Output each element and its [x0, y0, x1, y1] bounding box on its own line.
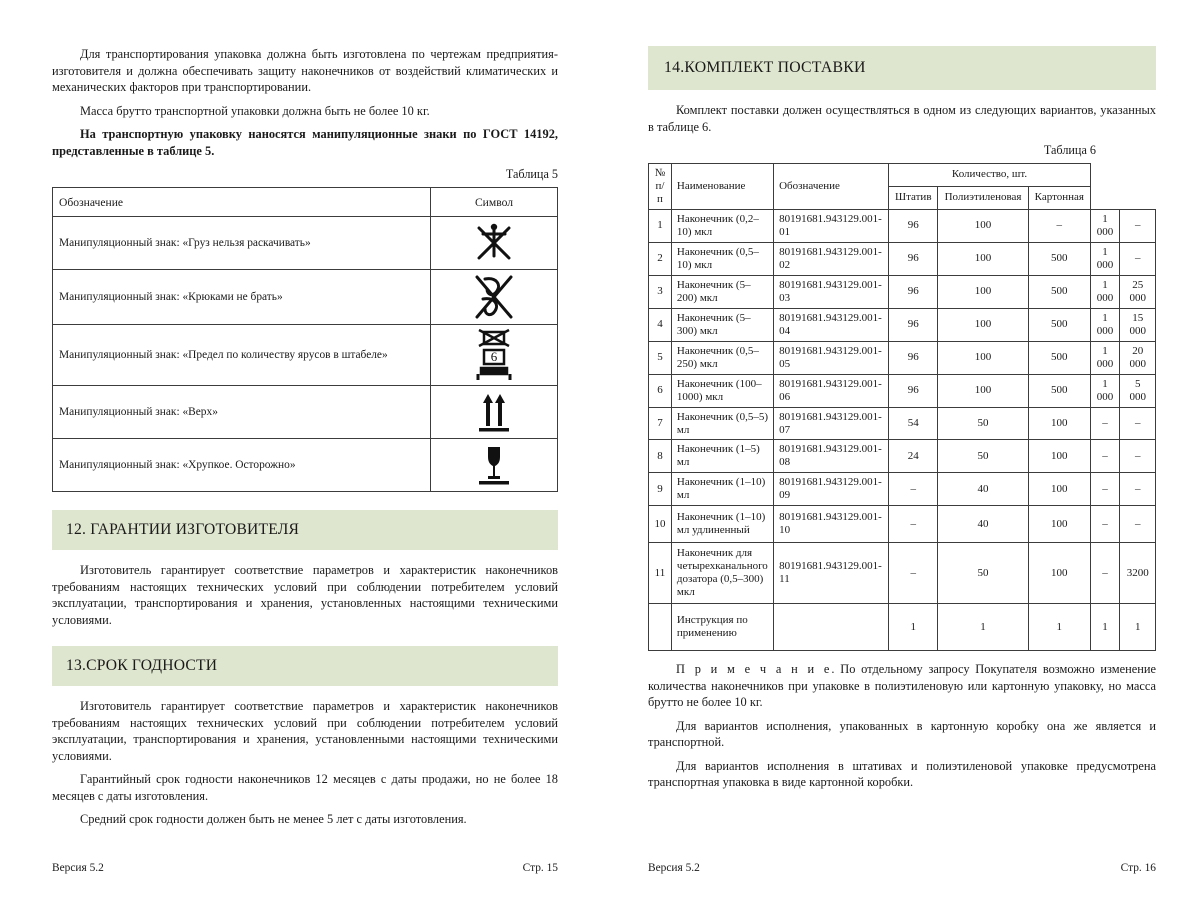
cell-qty-poly-b: 100 [1029, 543, 1091, 604]
cell-qty-rack: – [889, 506, 938, 543]
cell-qty-poly-c: – [1090, 473, 1120, 506]
footer-page-number: Стр. 15 [522, 862, 558, 874]
cell-qty-poly-c: – [1090, 440, 1120, 473]
cell-qty-poly-a: 1 [938, 604, 1029, 651]
cell-num: 11 [649, 543, 672, 604]
cell-name: Инструкция по применению [671, 604, 773, 651]
table6-header-rack: Штатив [889, 186, 938, 209]
table6-header-name: Наименование [671, 164, 773, 210]
cell-qty-cardboard: 5 000 [1120, 374, 1156, 407]
cell-name: Наконечник (0,5–250) мкл [671, 341, 773, 374]
cell-name: Наконечник (1–10) мл [671, 473, 773, 506]
cell-qty-rack: 96 [889, 341, 938, 374]
cell-qty-poly-c: 1 000 [1090, 308, 1120, 341]
cell-qty-rack: – [889, 473, 938, 506]
table6-header-num-label: № п/п [654, 167, 666, 205]
cell-qty-rack: 96 [889, 374, 938, 407]
table6-header-cardboard: Картонная [1029, 186, 1091, 209]
cell-qty-poly-c: – [1090, 506, 1120, 543]
table-row [53, 217, 558, 270]
cell-designation: 80191681.943129.001-10 [774, 506, 889, 543]
cell-qty-poly-a: 50 [938, 440, 1029, 473]
cell-num: 7 [649, 407, 672, 440]
paragraph-transport-packaging: Для транспортирования упаковка должна быть изготовлена по чертежам предприятия-изготовителя и должна обеспечивать защиту наконечников от воздействий климатических и механических факторов при транспортировании. [52, 47, 558, 94]
table-row [649, 407, 1156, 440]
table-row [649, 275, 1156, 308]
cell-qty-poly-c: 1 000 [1090, 209, 1120, 242]
cell-qty-poly-c: 1 000 [1090, 341, 1120, 374]
table-row [649, 374, 1156, 407]
table-row [649, 604, 1156, 651]
cell-qty-poly-b: 500 [1029, 374, 1091, 407]
paragraph-shelf-life-3: Средний срок годности должен быть не менее 5 лет с даты изготовления. [80, 812, 467, 826]
cell-name: Наконечник (0,5–5) мл [671, 407, 773, 440]
table-row [649, 543, 1156, 604]
cell-num: 9 [649, 473, 672, 506]
cell-name: Наконечник (5–200) мкл [671, 275, 773, 308]
cell-name: Наконечник (1–10) мл удлиненный [671, 506, 773, 543]
table6-header-polyethylene: Полиэтиленовая [938, 186, 1029, 209]
table-row [53, 325, 558, 386]
cell-qty-cardboard: 25 000 [1120, 275, 1156, 308]
cell-qty-poly-a: 40 [938, 506, 1029, 543]
table-row [649, 242, 1156, 275]
cell-qty-poly-a: 100 [938, 341, 1029, 374]
cell-name: Наконечник (1–5) мл [671, 440, 773, 473]
table6-header-designation: Обозначение [774, 164, 889, 210]
paragraph-manufacturer-warranty: Изготовитель гарантирует соответствие параметров и характеристик наконечников требованиям настоящих технических условий при соблюдении потребителем условий эксплуатации, транспортирования и хранения, установленных настоящими техническими условиями. [52, 563, 558, 627]
cell-qty-poly-a: 50 [938, 543, 1029, 604]
table-row [649, 341, 1156, 374]
cell-qty-poly-b: 500 [1029, 341, 1091, 374]
cell-qty-cardboard: – [1120, 407, 1156, 440]
cell-designation: 80191681.943129.001-04 [774, 308, 889, 341]
cell-designation: 80191681.943129.001-02 [774, 242, 889, 275]
cell-name: Наконечник (100–1000) мкл [671, 374, 773, 407]
paragraph-cardboard-transport: Для вариантов исполнения, упакованных в картонную коробку она же является и транспортной. [648, 718, 1156, 750]
cell-qty-poly-a: 100 [938, 242, 1029, 275]
table6-note [648, 661, 1156, 711]
cell-qty-poly-c: 1 [1090, 604, 1120, 651]
page-footer-left [0, 862, 600, 874]
cell-name: Наконечник (0,2–10) мкл [671, 209, 773, 242]
cell-num: 3 [649, 275, 672, 308]
table-header-row [53, 188, 558, 217]
table-row [53, 270, 558, 325]
page-right [600, 0, 1200, 900]
cell-qty-rack: 54 [889, 407, 938, 440]
table5-cell-description: Манипуляционный знак: «Груз нельзя раскачивать» [53, 217, 431, 270]
table5-caption: Таблица 5 [505, 167, 558, 181]
cell-qty-cardboard: – [1120, 506, 1156, 543]
table5-header-designation: Обозначение [53, 188, 431, 217]
table-row [649, 440, 1156, 473]
cell-num: 8 [649, 440, 672, 473]
table6-header-num [649, 164, 672, 210]
cell-qty-cardboard: 15 000 [1120, 308, 1156, 341]
note-label: П р и м е ч а н и е [676, 662, 832, 677]
cell-qty-rack: 96 [889, 242, 938, 275]
table5-cell-description: Манипуляционный знак: «Крюками не брать» [53, 270, 431, 325]
cell-qty-poly-c: 1 000 [1090, 374, 1120, 407]
section-heading-14: 14.КОМПЛЕКТ ПОСТАВКИ [648, 46, 1156, 90]
cell-designation: 80191681.943129.001-03 [774, 275, 889, 308]
cell-qty-poly-b: 100 [1029, 506, 1091, 543]
cell-designation: 80191681.943129.001-06 [774, 374, 889, 407]
no-rocking-icon [431, 217, 558, 270]
cell-qty-poly-b: 500 [1029, 308, 1091, 341]
footer-version: Версия 5.2 [52, 862, 104, 874]
fragile-icon [431, 439, 558, 492]
cell-qty-poly-b: 1 [1029, 604, 1091, 651]
cell-num: 4 [649, 308, 672, 341]
table-header-row [649, 164, 1156, 187]
this-way-up-icon [431, 386, 558, 439]
no-hooks-icon [431, 270, 558, 325]
table5-cell-description: Манипуляционный знак: «Верх» [53, 386, 431, 439]
table6-caption: Таблица 6 [1043, 143, 1096, 157]
cell-qty-poly-b: – [1029, 209, 1091, 242]
cell-designation [774, 604, 889, 651]
cell-designation: 80191681.943129.001-01 [774, 209, 889, 242]
table-row [649, 473, 1156, 506]
section-heading-12: 12. ГАРАНТИИ ИЗГОТОВИТЕЛЯ [52, 510, 558, 550]
footer-page-number: Стр. 16 [1120, 862, 1156, 874]
cell-num [649, 604, 672, 651]
table-row [53, 439, 558, 492]
cell-designation: 80191681.943129.001-08 [774, 440, 889, 473]
section-heading-13: 13.СРОК ГОДНОСТИ [52, 646, 558, 686]
table5-cell-description: Манипуляционный знак: «Хрупкое. Осторожно» [53, 439, 431, 492]
cell-qty-poly-a: 100 [938, 275, 1029, 308]
cell-qty-poly-b: 100 [1029, 407, 1091, 440]
paragraph-gross-mass: Масса брутто транспортной упаковки должна быть не более 10 кг. [80, 103, 430, 118]
cell-qty-rack: 24 [889, 440, 938, 473]
table-row [649, 308, 1156, 341]
cell-qty-poly-a: 100 [938, 308, 1029, 341]
cell-qty-poly-c: – [1090, 407, 1120, 440]
cell-designation: 80191681.943129.001-09 [774, 473, 889, 506]
cell-qty-cardboard: – [1120, 440, 1156, 473]
cell-qty-poly-a: 40 [938, 473, 1029, 506]
cell-qty-poly-b: 500 [1029, 275, 1091, 308]
page-footer-right [600, 862, 1200, 874]
paragraph-handling-marks: На транспортную упаковку наносятся манипуляционные знаки по ГОСТ 14192, представленные в таблице 5. [52, 127, 558, 158]
paragraph-shelf-life-2: Гарантийный срок годности наконечников 12 месяцев с даты продажи, но не более 18 месяцев с даты изготовления. [52, 772, 558, 803]
cell-qty-poly-b: 500 [1029, 242, 1091, 275]
cell-num: 2 [649, 242, 672, 275]
cell-designation: 80191681.943129.001-05 [774, 341, 889, 374]
cell-qty-cardboard: 1 [1120, 604, 1156, 651]
cell-num: 6 [649, 374, 672, 407]
footer-version: Версия 5.2 [648, 862, 700, 874]
table5-header-symbol: Символ [431, 188, 558, 217]
cell-name: Наконечник (5–300) мкл [671, 308, 773, 341]
table-row [649, 506, 1156, 543]
cell-name: Наконечник (0,5–10) мкл [671, 242, 773, 275]
cell-qty-poly-a: 50 [938, 407, 1029, 440]
cell-qty-cardboard: – [1120, 473, 1156, 506]
cell-qty-cardboard: – [1120, 242, 1156, 275]
table-row [649, 209, 1156, 242]
cell-qty-poly-b: 100 [1029, 440, 1091, 473]
cell-qty-rack: 96 [889, 275, 938, 308]
cell-qty-rack: 96 [889, 308, 938, 341]
cell-num: 1 [649, 209, 672, 242]
cell-qty-cardboard: – [1120, 209, 1156, 242]
cell-qty-poly-a: 100 [938, 374, 1029, 407]
cell-name: Наконечник для четырехканального дозатора (0,5–300) мкл [671, 543, 773, 604]
table5-cell-description: Манипуляционный знак: «Предел по количеству ярусов в штабеле» [53, 325, 431, 386]
paragraph-delivery-set-intro: Комплект поставки должен осуществляться в одном из следующих вариантов, указанных в таблице 6. [648, 103, 1156, 134]
cell-qty-poly-b: 100 [1029, 473, 1091, 506]
table-handling-marks [52, 187, 558, 492]
cell-qty-cardboard: 3200 [1120, 543, 1156, 604]
cell-designation: 80191681.943129.001-07 [774, 407, 889, 440]
stack-limit-value: 6 [490, 349, 498, 364]
stack-limit-icon [431, 325, 558, 386]
cell-qty-poly-c: 1 000 [1090, 275, 1120, 308]
cell-qty-poly-c: – [1090, 543, 1120, 604]
note-text: . По отдельному запросу Покупателя возможно изменение количества наконечников при упаковке в полиэтиленовую или картонную упаковку, но масса брутто не более 10 кг. [648, 662, 1156, 710]
cell-qty-rack: – [889, 543, 938, 604]
cell-qty-poly-a: 100 [938, 209, 1029, 242]
cell-qty-rack: 96 [889, 209, 938, 242]
table-delivery-set [648, 163, 1156, 651]
paragraph-rack-transport: Для вариантов исполнения в штативах и полиэтиленовой упаковке предусмотрена транспортная упаковка в виде картонной коробки. [648, 758, 1156, 790]
cell-num: 10 [649, 506, 672, 543]
cell-qty-rack: 1 [889, 604, 938, 651]
cell-qty-cardboard: 20 000 [1120, 341, 1156, 374]
cell-num: 5 [649, 341, 672, 374]
table6-header-quantity: Количество, шт. [889, 164, 1090, 187]
paragraph-shelf-life-1: Изготовитель гарантирует соответствие параметров и характеристик наконечников требованиям настоящих технических условий при соблюдении потребителем условий эксплуатации, транспортирования и хранения, установленными настоящими техническими условиями. [52, 699, 558, 763]
table-row [53, 386, 558, 439]
cell-qty-poly-c: 1 000 [1090, 242, 1120, 275]
cell-designation: 80191681.943129.001-11 [774, 543, 889, 604]
